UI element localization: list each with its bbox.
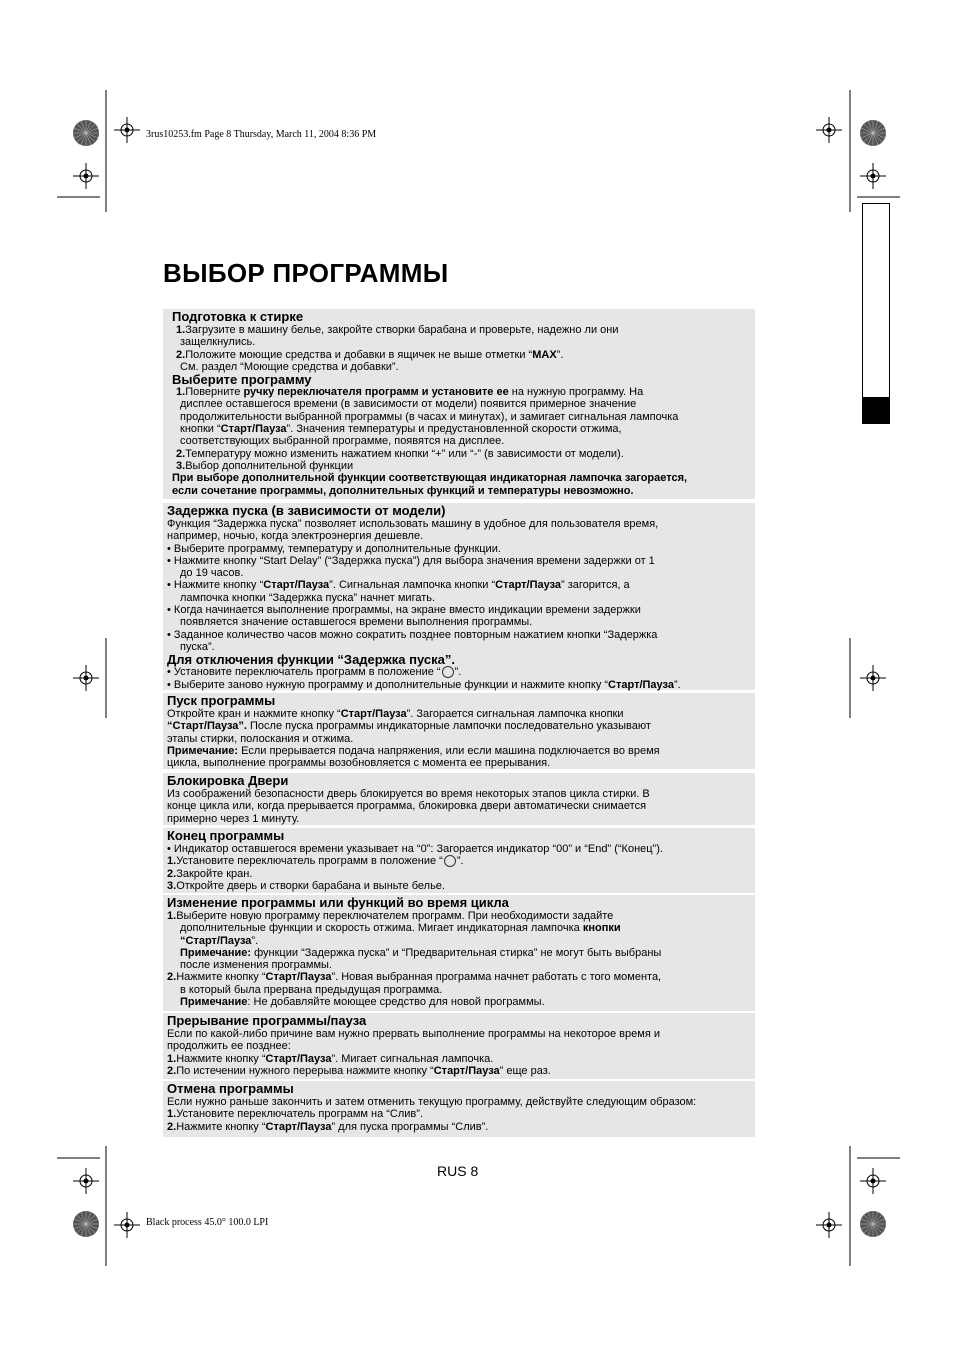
list-item-cont: продолжительности выбранной программы (в часах и минутах), и замигает сигнальная лампочка xyxy=(180,410,679,423)
print-sunburst-mark xyxy=(860,120,886,146)
bullet-item: • Индикатор оставшегося времени указывает на “0”: Загорается индикатор “00” и “End” (“Конец”). xyxy=(167,843,751,855)
list-item: 3.Выбор дополнительной функции xyxy=(176,459,354,472)
section-cancel xyxy=(163,1081,755,1137)
list-item: 1.Поверните ручку переключателя программ и установите ее на нужную программу. На xyxy=(176,386,644,399)
paragraph-line: Примечание: Если прерывается подача напряжения, или если машина подключается во время xyxy=(167,744,660,757)
program-dial-off-icon xyxy=(442,666,454,678)
section-title: Прерывание программы/пауза xyxy=(167,1013,367,1028)
section-door-lock xyxy=(163,773,755,825)
bullet-item: • Установите переключатель программ в положение “ ”. xyxy=(167,666,751,678)
list-item: 1.Установите переключатель программ в положение “ ”. xyxy=(167,855,464,868)
list-item: 1.Установите переключатель программ на “Слив”. xyxy=(167,1108,423,1121)
paragraph-line: Откройте кран и нажмите кнопку “Старт/Пауза”. Загорается сигнальная лампочка кнопки xyxy=(167,708,624,720)
section-title: Задержка пуска (в зависимости от модели) xyxy=(167,503,446,518)
section-title: Конец программы xyxy=(167,828,285,843)
paragraph-line: цикла, выполнение программы возобновляется с момента ее прерывания. xyxy=(167,757,551,770)
program-dial-off-icon xyxy=(444,855,456,867)
chapter-tab-marker xyxy=(862,397,890,424)
print-sunburst-mark xyxy=(73,1211,99,1237)
list-item-cont: Примечание: функции “Задержка пуска” и “Предварительная стирка” не могут быть выбраны xyxy=(180,946,662,959)
list-item-cont: соответствующих выбранной программе, появятся на дисплее. xyxy=(180,435,505,448)
registration-mark xyxy=(114,117,140,143)
bullet-item-cont: до 19 часов. xyxy=(180,567,244,580)
page-number: RUS 8 xyxy=(437,1163,479,1179)
subsection-title: Для отключения функции “Задержка пуска”. xyxy=(167,652,455,668)
section-change-program xyxy=(163,895,755,1011)
list-item: 2.Температуру можно изменить нажатием кнопки “+” или “-” (в зависимости от модели). xyxy=(176,447,624,460)
paragraph-line: Если нужно раньше закончить и затем отменить текущую программу, действуйте следующим образом: xyxy=(167,1096,697,1108)
section-program-start xyxy=(163,693,755,769)
page-title: ВЫБОР ПРОГРАММЫ xyxy=(163,258,449,288)
list-item-cont: См. раздел “Моющие средства и добавки”. xyxy=(180,360,399,373)
paragraph-line: примерно через 1 минуту. xyxy=(167,812,300,825)
section-title: Отмена программы xyxy=(167,1081,294,1096)
bullet-item-cont: появляется значение оставшегося времени выполнения программы. xyxy=(180,616,533,629)
file-info: 3rus10253.fm Page 8 Thursday, March 11, 2004 8:36 PM xyxy=(146,129,377,140)
registration-mark xyxy=(73,1168,99,1194)
paragraph-line: конце цикла или, когда прерывается программа, блокировка двери автоматически снимается xyxy=(167,800,647,813)
list-item: 2.Положите моющие средства и добавки в ящичек не выше отметки “MAX”. xyxy=(176,348,564,361)
paragraph-line: например, ночью, когда электроэнергия дешевле. xyxy=(167,530,424,543)
section-preparation xyxy=(163,309,755,499)
subsection-title: Выберите программу xyxy=(172,372,312,388)
list-item-cont: Примечание: Не добавляйте моющее средство для новой программы. xyxy=(180,996,545,1009)
paragraph-line: Если по какой-либо причине вам нужно прервать выполнение программы на некоторое время и xyxy=(167,1028,660,1040)
section-title: Пуск программы xyxy=(167,693,276,708)
bullet-item: • Выберите программу, температуру и дополнительные функции. xyxy=(167,543,751,555)
paragraph-line: Функция “Задержка пуска” позволяет использовать машину в удобное для пользователя время, xyxy=(167,518,659,530)
list-item-cont: “Старт/Пауза”. xyxy=(180,934,259,947)
registration-mark xyxy=(860,1168,886,1194)
section-program-end xyxy=(163,828,755,893)
print-sunburst-mark xyxy=(73,120,99,146)
bullet-item: • Выберите заново нужную программу и дополнительные функции и нажмите кнопку “Старт/Пауза”. xyxy=(167,679,751,691)
bullet-item: • Нажмите кнопку “Start Delay” (“Задержка пуска”) для выбора значения времени задержки от 1 xyxy=(167,555,751,567)
section-title: Подготовка к стирке xyxy=(172,309,304,324)
paragraph-line: “Старт/Пауза”. После пуска программы индикаторные лампочки последовательно указывают xyxy=(167,720,651,733)
note-line: если сочетание программы, дополнительных функций и температуры невозможно. xyxy=(172,484,634,497)
list-item: 2.Нажмите кнопку “Старт/Пауза” для пуска программы “Слив”. xyxy=(167,1120,489,1133)
note-line: При выборе дополнительной функции соответствующая индикаторная лампочка загорается, xyxy=(172,472,688,485)
process-info: Black process 45.0° 100.0 LPI xyxy=(146,1217,269,1228)
list-item: 2.Нажмите кнопку “Старт/Пауза”. Новая выбранная программа начнет работать с того момента, xyxy=(167,971,662,984)
list-item-cont: после изменения программы. xyxy=(180,959,332,972)
list-item: 1.Загрузите в машину белье, закройте створки барабана и проверьте, надежно ли они xyxy=(176,324,619,336)
bullet-item-cont: пуска”. xyxy=(180,640,215,653)
list-item-cont: дополнительные функции и скорость отжима. Мигает индикаторная лампочка кнопки xyxy=(180,922,621,935)
section-delay-start xyxy=(163,503,755,690)
chapter-tab-outline xyxy=(862,203,890,423)
bullet-item: • Когда начинается выполнение программы, на экране вместо индикации времени задержки xyxy=(167,604,751,616)
registration-mark xyxy=(860,665,886,691)
list-item: 1.Нажмите кнопку “Старт/Пауза”. Мигает сигнальная лампочка. xyxy=(167,1052,494,1065)
print-sunburst-mark xyxy=(860,1211,886,1237)
section-title: Изменение программы или функций во время цикла xyxy=(167,895,509,910)
section-title: Блокировка Двери xyxy=(167,773,289,788)
list-item-cont: в который была прервана предыдущая программа. xyxy=(180,983,443,996)
paragraph-line: этапы стирки, полоскания и отжима. xyxy=(167,732,354,745)
list-item: 2.Закройте кран. xyxy=(167,867,253,880)
list-item: 1.Выберите новую программу переключателем программ. При необходимости задайте xyxy=(167,910,614,922)
paragraph-line: Из соображений безопасности дверь блокируется во время некоторых этапов цикла стирки. В xyxy=(167,788,650,800)
registration-mark xyxy=(73,665,99,691)
bullet-item: • Нажмите кнопку “Старт/Пауза”. Сигнальная лампочка кнопки “Старт/Пауза” загорится, а xyxy=(167,579,751,591)
registration-mark xyxy=(114,1212,140,1238)
list-item-cont: дисплее оставшегося времени (в зависимости от модели) появится примерное значение xyxy=(180,398,637,411)
registration-mark xyxy=(816,1212,842,1238)
registration-mark xyxy=(816,117,842,143)
section-pause xyxy=(163,1013,755,1079)
list-item: 2.По истечении нужного перерыва нажмите кнопку “Старт/Пауза” еще раз. xyxy=(167,1064,551,1077)
registration-mark xyxy=(860,163,886,189)
list-item-cont: кнопки “Старт/Пауза”. Значения температуры и предустановленной скорости отжима, xyxy=(180,423,622,436)
paragraph-line: продолжить ее позднее: xyxy=(167,1040,291,1053)
registration-mark xyxy=(73,163,99,189)
bullet-item: • Заданное количество часов можно сократить позднее повторным нажатием кнопки “Задержка xyxy=(167,629,751,641)
bullet-item-cont: лампочка кнопки “Задержка пуска” начнет мигать. xyxy=(180,591,436,604)
list-item: 3.Откройте дверь и створки барабана и выньте белье. xyxy=(167,879,445,892)
list-item-cont: защелкнулись. xyxy=(180,336,256,349)
